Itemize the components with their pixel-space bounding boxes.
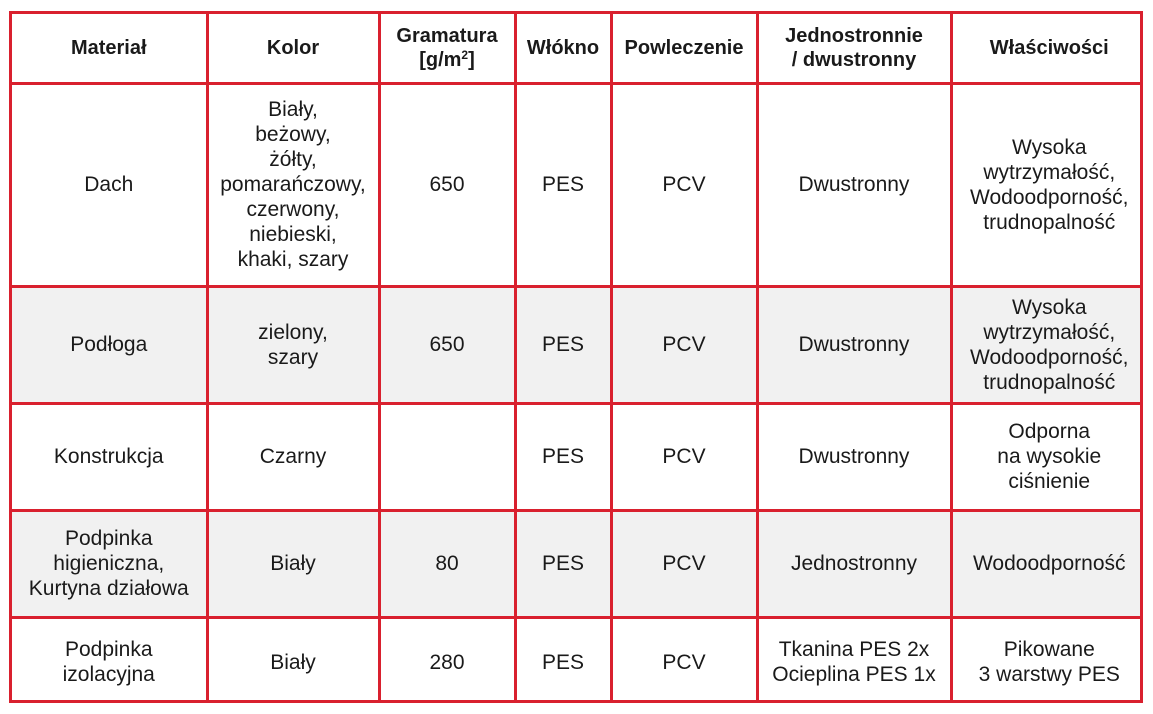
table-row [12, 286, 1143, 403]
cell-material: Podłoga [12, 286, 207, 403]
cell-weight: 650 [379, 83, 515, 286]
cell-coating: PCV [611, 403, 757, 510]
cell-fiber: PES [515, 286, 611, 403]
header-material: Materiał [12, 14, 207, 83]
cell-fiber: PES [515, 403, 611, 510]
cell-color: Czarny [207, 403, 379, 510]
cell-weight: 280 [379, 617, 515, 703]
header-sides: Jednostronnie / dwustronny [757, 14, 951, 83]
header-properties: Właściwości [951, 14, 1143, 83]
cell-coating: PCV [611, 510, 757, 617]
cell-properties: Wodoodporność [951, 510, 1143, 617]
cell-weight: 650 [379, 286, 515, 403]
header-weight-close: ] [468, 48, 475, 71]
cell-properties: Odporna na wysokie ciśnienie [951, 403, 1143, 510]
cell-material: Konstrukcja [12, 403, 207, 510]
cell-sides: Tkanina PES 2x Ocieplina PES 1x [757, 617, 951, 703]
header-color: Kolor [207, 14, 379, 83]
cell-weight [379, 403, 515, 510]
cell-fiber: PES [515, 510, 611, 617]
cell-color: Biały, beżowy, żółty, pomarańczowy, czerwony, niebieski, khaki, szary [207, 83, 379, 286]
materials-table-frame [9, 11, 1143, 703]
cell-properties: Wysoka wytrzymałość, Wodoodporność, trudnopalność [951, 83, 1143, 286]
cell-material: Podpinka higieniczna, Kurtyna działowa [12, 510, 207, 617]
table-row [12, 83, 1143, 286]
cell-properties: Wysoka wytrzymałość, Wodoodporność, trudnopalność [951, 286, 1143, 403]
cell-properties: Pikowane 3 warstwy PES [951, 617, 1143, 703]
cell-coating: PCV [611, 286, 757, 403]
cell-coating: PCV [611, 617, 757, 703]
cell-material: Dach [12, 83, 207, 286]
header-weight-sup: 2 [461, 47, 469, 62]
cell-material: Podpinka izolacyjna [12, 617, 207, 703]
table-row [12, 617, 1143, 703]
header-weight-text: Gramatura [g/m [396, 24, 498, 71]
header-row [12, 14, 1143, 83]
cell-sides: Dwustronny [757, 83, 951, 286]
cell-sides: Jednostronny [757, 510, 951, 617]
table-row [12, 403, 1143, 510]
cell-fiber: PES [515, 617, 611, 703]
header-weight [379, 14, 515, 83]
cell-sides: Dwustronny [757, 403, 951, 510]
cell-coating: PCV [611, 83, 757, 286]
header-fiber: Włókno [515, 14, 611, 83]
cell-sides: Dwustronny [757, 286, 951, 403]
cell-fiber: PES [515, 83, 611, 286]
cell-color: zielony, szary [207, 286, 379, 403]
cell-color: Biały [207, 617, 379, 703]
materials-table [12, 14, 1143, 703]
cell-weight: 80 [379, 510, 515, 617]
table-row [12, 510, 1143, 617]
header-coating: Powleczenie [611, 14, 757, 83]
cell-color: Biały [207, 510, 379, 617]
